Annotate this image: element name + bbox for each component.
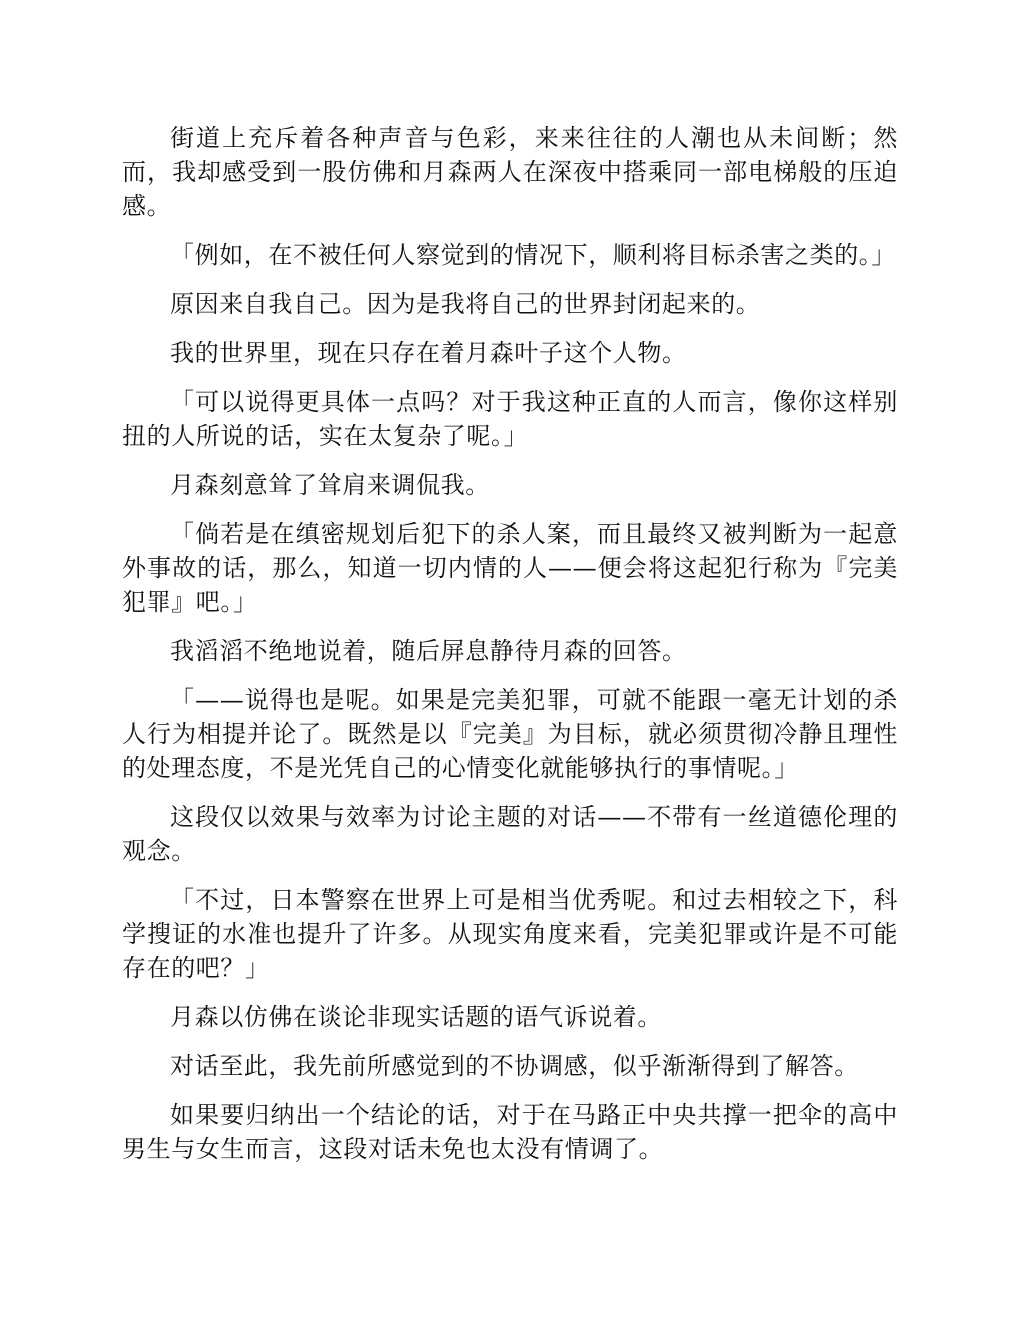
paragraph-9: 「——说得也是呢。如果是完美犯罪，可就不能跟一毫无计划的杀人行为相提并论了。既然是以『完美』为目标，就必须贯彻冷静且理性的处理态度，不是光凭自己的心情变化就能够执行的事情呢。」	[122, 686, 898, 782]
paragraph-10: 这段仅以效果与效率为讨论主题的对话——不带有一丝道德伦理的观念。	[122, 803, 898, 865]
paragraph-13: 对话至此，我先前所感觉到的不协调感，似乎渐渐得到了解答。	[170, 1052, 859, 1080]
paragraph-11: 「不过，日本警察在世界上可是相当优秀呢。和过去相较之下，科学搜证的水准也提升了许多。从现实角度来看，完美犯罪或许是不可能存在的吧？」	[122, 886, 898, 982]
paragraph-5: 「可以说得更具体一点吗？对于我这种正直的人而言，像你这样别扭的人所说的话，实在太复杂了呢。」	[122, 388, 898, 450]
paragraph-14: 如果要归纳出一个结论的话，对于在马路正中央共撑一把伞的高中男生与女生而言，这段对话未免也太没有情调了。	[122, 1101, 898, 1163]
paragraph-7: 「倘若是在缜密规划后犯下的杀人案，而且最终又被判断为一起意外事故的话，那么，知道一切内情的人——便会将这起犯行称为『完美犯罪』吧。」	[122, 520, 898, 616]
paragraph-2: 「例如，在不被任何人察觉到的情况下，顺利将目标杀害之类的。」	[170, 241, 896, 269]
paragraph-1: 街道上充斥着各种声音与色彩，来来往往的人潮也从未间断；然而，我却感受到一股仿佛和月森两人在深夜中搭乘同一部电梯般的压迫感。	[122, 124, 898, 220]
paragraph-12: 月森以仿佛在谈论非现实话题的语气诉说着。	[170, 1003, 662, 1031]
paragraph-4: 我的世界里，现在只存在着月森叶子这个人物。	[170, 339, 687, 367]
paragraph-3: 原因来自我自己。因为是我将自己的世界封闭起来的。	[170, 290, 761, 318]
body-text	[122, 121, 898, 1181]
paragraph-6: 月森刻意耸了耸肩来调侃我。	[170, 471, 490, 499]
paragraph-8: 我滔滔不绝地说着，随后屏息静待月森的回答。	[170, 637, 687, 665]
